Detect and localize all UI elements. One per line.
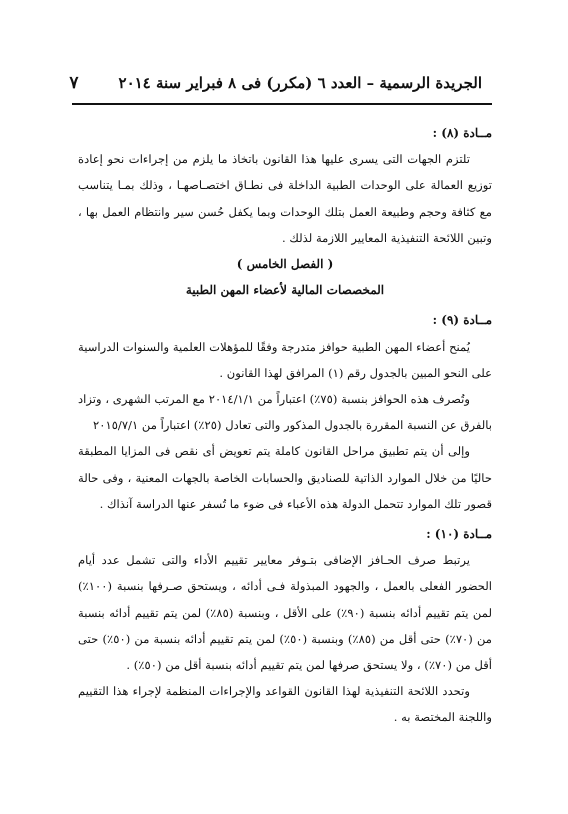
header-divider <box>72 103 492 105</box>
page-number: ٧ <box>69 73 79 93</box>
article-10-paragraph-1: يرتبط صرف الحـافز الإضافى بتـوفر معايير تقييم الأداء والتى تشمل عدد أيام الحضور الفعلى بالعمل ، والجهود المبذولة فـى أدائه ، ويستحق صـرفها بنسبة (١٠٠٪) لمن يتم تقييم أدائه بنسبة (٩٠٪) على الأقل ، وبنسبة (٨٥٪) لمن يتم تقييم أدائه بنسبة من (٧٠٪) حتى أقل من (٨٥٪) وبنسبة (٥٠٪) لمن يتم تقييم أدائه بنسبة من (٥٠٪) حتى أقل من (٧٠٪) ، ولا يستحق صرفها لمن يتم تقييم أدائه بنسبة أقل من (٥٠٪) . <box>78 553 493 673</box>
article-9-title: مــادة (٩) : <box>432 313 492 328</box>
page-header <box>69 70 482 96</box>
article-9-paragraph-3: وإلى أن يتم تطبيق مراحل القانون كاملة يتم تعويض أى نقص فى المزايا المطبقة حاليًا من خلال الموارد الذاتية للصناديق والحسابات الخاصة بالجهات المعنية ، وفى حالة قصور تلك الموارد تتحمل الدولة هذه الأعباء فى ضوء ما تُسفر عنها الدراسة آنذاك . <box>78 444 492 511</box>
article-9-paragraph-1: يُمنح أعضاء المهن الطبية حوافز متدرجة وفقًا للمؤهلات العلمية والسنوات الدراسية على النحو المبين بالجدول رقم (١) المرافق لهذا القانون . <box>78 339 492 380</box>
article-8-title: مــادة (٨) : <box>432 126 492 140</box>
chapter-5-title: ( الفصل الخامس ) <box>236 257 334 272</box>
article-9-paragraph-2: وتُصرف هذه الحوافز بنسبة (٧٥٪) اعتباراً من ٢٠١٤/١/١ مع المرتب الشهرى ، وتزاد بالفرق عن النسبة المقررة بالجدول المذكور والتى تعادل (٢٥٪) اعتباراً من ٢٠١٥/٧/١ <box>78 392 492 433</box>
article-8-paragraph: تلتزم الجهات التى يسرى عليها هذا القانون باتخاذ ما يلزم من إجراءات نحو إعادة توزيع العمالة على الوحدات الطبية الداخلة فى نطـاق اختصـاصهـا ، وذلك بمـا يتناسب مع كثافة وحجم وطبيعة العمل بتلك الوحدات وبما يكفل حُسن سير وانتظام العمل بها ، وتبين اللائحة التنفيذية المعايير اللازمة لذلك . <box>78 152 492 245</box>
document-body <box>78 116 492 731</box>
gazette-title: الجريدة الرسمية – العدد ٦ (مكرر) فى ٨ فبراير سنة ٢٠١٤ <box>118 74 482 92</box>
chapter-5-subtitle: المخصصات المالية لأعضاء المهن الطبية <box>185 283 385 298</box>
article-10-title: مــادة (١٠) : <box>426 527 492 542</box>
article-10-paragraph-2: وتحدد اللائحة التنفيذية لهذا القانون القواعد والإجراءات المنظمة لإجراء هذا التقييم واللجنة المختصة به . <box>78 684 492 725</box>
